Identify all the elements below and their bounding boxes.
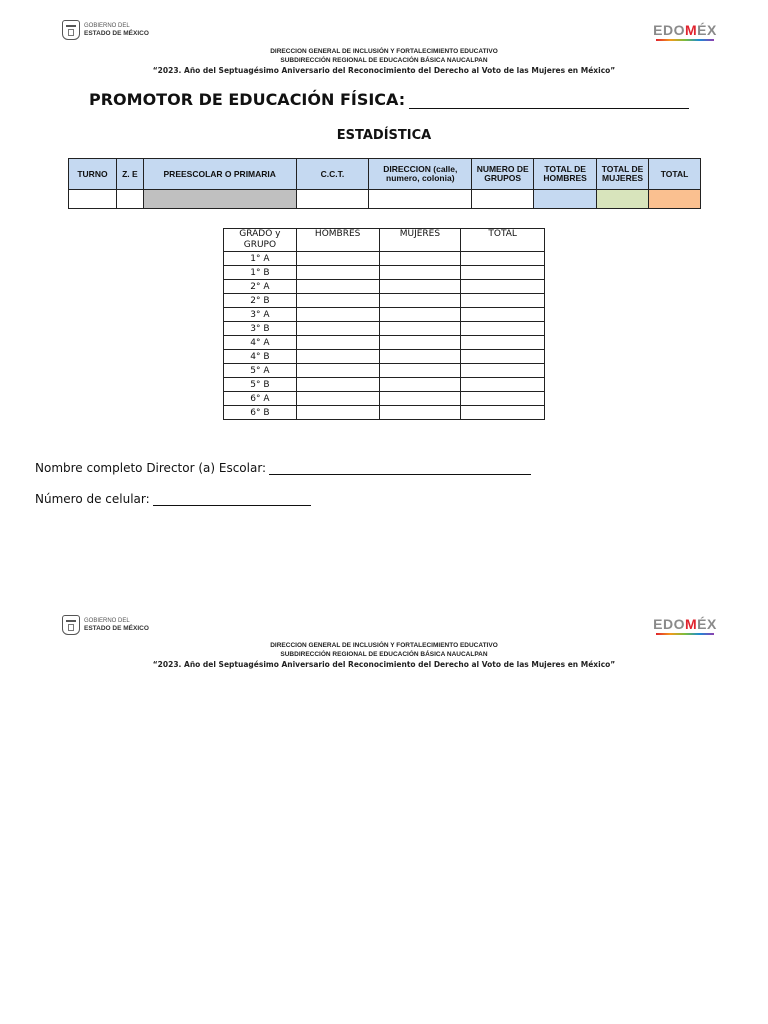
summary-header-cell: PREESCOLAR O PRIMARIA xyxy=(143,159,296,190)
count-input-cell[interactable] xyxy=(461,378,545,392)
table-row xyxy=(224,406,545,420)
header-line-2: SUBDIRECCIÓN REGIONAL DE EDUCACIÓN BÁSICA NAUCALPAN xyxy=(280,57,488,64)
summary-header-cell: NUMERO DE GRUPOS xyxy=(472,159,534,190)
count-input-cell[interactable] xyxy=(461,280,545,294)
gobierno-logo-2: GOBIERNO DEL ESTADO DE MÉXICO xyxy=(62,615,149,635)
count-input-cell[interactable] xyxy=(461,364,545,378)
grade-group-label: 2° A xyxy=(224,280,297,294)
grade-group-label: 3° A xyxy=(224,308,297,322)
summary-input-cell[interactable] xyxy=(597,190,649,209)
grade-group-label: 6° A xyxy=(224,392,297,406)
count-input-cell[interactable] xyxy=(296,364,379,378)
count-input-cell[interactable] xyxy=(296,308,379,322)
count-input-cell[interactable] xyxy=(379,266,461,280)
header-line-1: DIRECCION GENERAL DE INCLUSIÓN Y FORTALECIMIENTO EDUCATIVO xyxy=(270,48,498,55)
header-line-3: “2023. Año del Septuagésimo Aniversario del Reconocimiento del Derecho al Voto de las Mujeres en México” xyxy=(152,66,616,75)
count-input-cell[interactable] xyxy=(461,252,545,266)
state-seal-icon xyxy=(62,20,80,40)
grade-group-label: 2° B xyxy=(224,294,297,308)
summary-header-cell: Z. E xyxy=(116,159,143,190)
count-input-cell[interactable] xyxy=(296,280,379,294)
grade-group-label: 6° B xyxy=(224,406,297,420)
table-row xyxy=(224,350,545,364)
grade-group-label: 3° B xyxy=(224,322,297,336)
count-input-cell[interactable] xyxy=(461,322,545,336)
summary-input-cell[interactable] xyxy=(534,190,597,209)
count-input-cell[interactable] xyxy=(296,266,379,280)
summary-input-cell[interactable] xyxy=(472,190,534,209)
count-input-cell[interactable] xyxy=(379,378,461,392)
count-input-cell[interactable] xyxy=(379,364,461,378)
section-title: ESTADÍSTICA xyxy=(336,128,432,143)
summary-header-cell: TURNO xyxy=(69,159,117,190)
grade-group-label: 4° B xyxy=(224,350,297,364)
table-row xyxy=(224,336,545,350)
count-input-cell[interactable] xyxy=(296,252,379,266)
count-input-cell[interactable] xyxy=(379,350,461,364)
summary-table xyxy=(68,158,701,209)
count-input-cell[interactable] xyxy=(461,294,545,308)
edomex-logo-2: EDOMÉX xyxy=(650,617,720,635)
header2-line-2: SUBDIRECCIÓN REGIONAL DE EDUCACIÓN BÁSICA NAUCALPAN xyxy=(280,651,488,658)
table-row xyxy=(224,252,545,266)
grade-group-label: 1° B xyxy=(224,266,297,280)
header2-line-3: “2023. Año del Septuagésimo Aniversario del Reconocimiento del Derecho al Voto de las Mujeres en México” xyxy=(152,660,616,669)
count-input-cell[interactable] xyxy=(296,350,379,364)
groups-header-cell: TOTAL xyxy=(461,229,545,252)
director-label: Nombre completo Director (a) Escolar: xyxy=(35,461,267,475)
summary-header-cell: C.C.T. xyxy=(296,159,369,190)
count-input-cell[interactable] xyxy=(461,336,545,350)
promotor-name-line[interactable] xyxy=(409,92,689,109)
count-input-cell[interactable] xyxy=(379,322,461,336)
count-input-cell[interactable] xyxy=(296,392,379,406)
count-input-cell[interactable] xyxy=(296,378,379,392)
count-input-cell[interactable] xyxy=(379,336,461,350)
count-input-cell[interactable] xyxy=(379,252,461,266)
phone-number-line[interactable] xyxy=(153,493,311,506)
table-row xyxy=(224,266,545,280)
director-name-line[interactable] xyxy=(269,462,531,475)
groups-table xyxy=(223,228,545,420)
count-input-cell[interactable] xyxy=(461,350,545,364)
groups-header-cell: GRADO y GRUPO xyxy=(224,229,297,252)
edomex-logo: EDOMÉX xyxy=(650,23,720,41)
table-row xyxy=(224,364,545,378)
grade-group-label: 4° A xyxy=(224,336,297,350)
director-field xyxy=(35,461,531,475)
count-input-cell[interactable] xyxy=(461,308,545,322)
groups-header-cell: MUJERES xyxy=(379,229,461,252)
summary-header-cell: TOTAL xyxy=(649,159,701,190)
count-input-cell[interactable] xyxy=(461,266,545,280)
count-input-cell[interactable] xyxy=(379,280,461,294)
table-row xyxy=(224,294,545,308)
table-row xyxy=(224,322,545,336)
phone-field xyxy=(35,492,311,506)
table-row xyxy=(224,378,545,392)
summary-input-cell[interactable] xyxy=(116,190,143,209)
phone-label: Número de celular: xyxy=(35,492,150,506)
header2-line-1: DIRECCION GENERAL DE INCLUSIÓN Y FORTALECIMIENTO EDUCATIVO xyxy=(270,642,498,649)
summary-input-cell[interactable] xyxy=(649,190,701,209)
summary-input-cell[interactable] xyxy=(69,190,117,209)
count-input-cell[interactable] xyxy=(461,406,545,420)
count-input-cell[interactable] xyxy=(379,406,461,420)
count-input-cell[interactable] xyxy=(296,406,379,420)
summary-input-cell[interactable] xyxy=(369,190,472,209)
gobierno-logo: GOBIERNO DEL ESTADO DE MÉXICO xyxy=(62,20,149,40)
count-input-cell[interactable] xyxy=(379,308,461,322)
count-input-cell[interactable] xyxy=(296,322,379,336)
table-row xyxy=(224,280,545,294)
count-input-cell[interactable] xyxy=(379,294,461,308)
count-input-cell[interactable] xyxy=(461,392,545,406)
state-seal-icon xyxy=(62,615,80,635)
table-row xyxy=(224,308,545,322)
summary-input-cell[interactable] xyxy=(296,190,369,209)
grade-group-label: 5° A xyxy=(224,364,297,378)
count-input-cell[interactable] xyxy=(379,392,461,406)
groups-header-cell: HOMBRES xyxy=(296,229,379,252)
page-title: PROMOTOR DE EDUCACIÓN FÍSICA: xyxy=(89,90,689,109)
grade-group-label: 1° A xyxy=(224,252,297,266)
grade-group-label: 5° B xyxy=(224,378,297,392)
count-input-cell[interactable] xyxy=(296,294,379,308)
count-input-cell[interactable] xyxy=(296,336,379,350)
summary-header-cell: DIRECCION (calle, numero, colonia) xyxy=(369,159,472,190)
table-row xyxy=(224,392,545,406)
summary-input-cell[interactable] xyxy=(143,190,296,209)
summary-header-cell: TOTAL DE HOMBRES xyxy=(534,159,597,190)
summary-header-cell: TOTAL DE MUJERES xyxy=(597,159,649,190)
